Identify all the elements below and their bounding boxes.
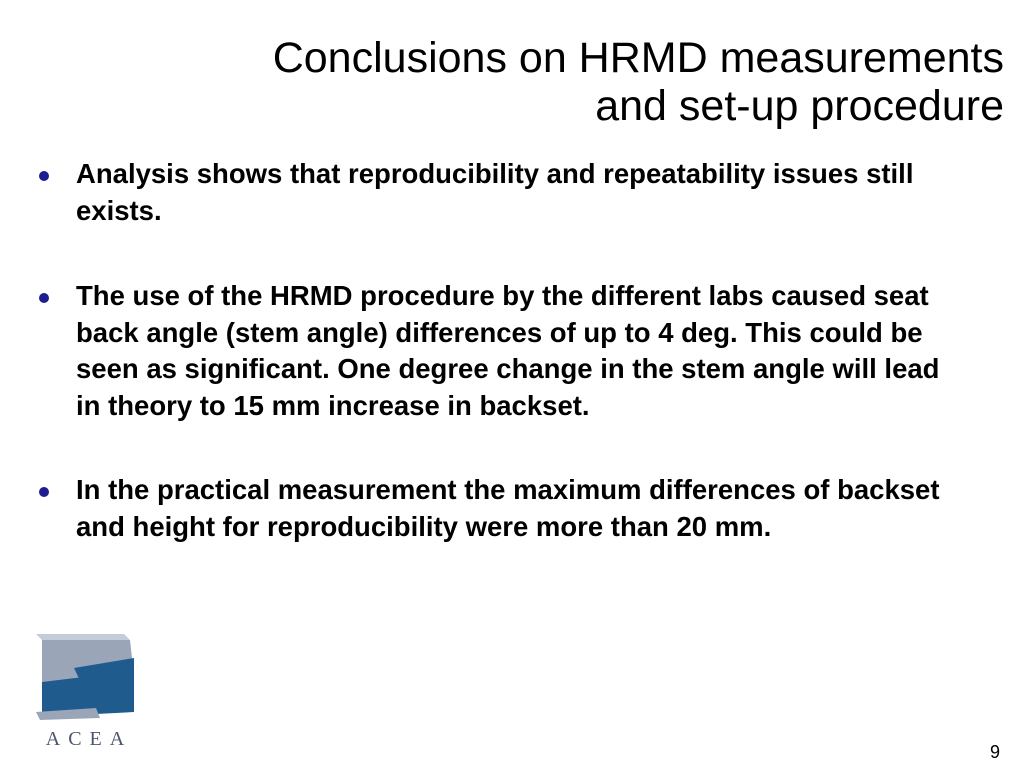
bullet-dot-icon: [39, 171, 49, 181]
acea-logo-mark-icon: [34, 628, 144, 728]
slide-title-line-2: and set-up procedure: [595, 82, 1004, 130]
acea-logo-text: ACEA: [45, 728, 133, 750]
slide-title: [104, 34, 1004, 130]
bullet-list: [38, 156, 958, 545]
acea-logo: [34, 628, 144, 753]
bullet-item: [38, 156, 958, 229]
bullet-text: Analysis shows that reproducibility and repeatability issues still exists.: [76, 158, 914, 226]
bullet-item: [38, 472, 958, 545]
bullet-dot-icon: [39, 293, 49, 303]
page-number: 9: [989, 742, 1000, 762]
bullet-text: In the practical measurement the maximum differences of backset and height for reproducibility were more than 20 mm.: [76, 474, 940, 542]
bullet-item: [38, 278, 958, 424]
slide-title-line-1: Conclusions on HRMD measurements: [272, 34, 1004, 82]
bullet-dot-icon: [39, 487, 49, 497]
bullet-text: The use of the HRMD procedure by the different labs caused seat back angle (stem angle) differences of up to 4 deg. This could be seen as significant. One degree change in the stem angle will lead in theory to 15 mm increase in backset.: [76, 280, 940, 421]
